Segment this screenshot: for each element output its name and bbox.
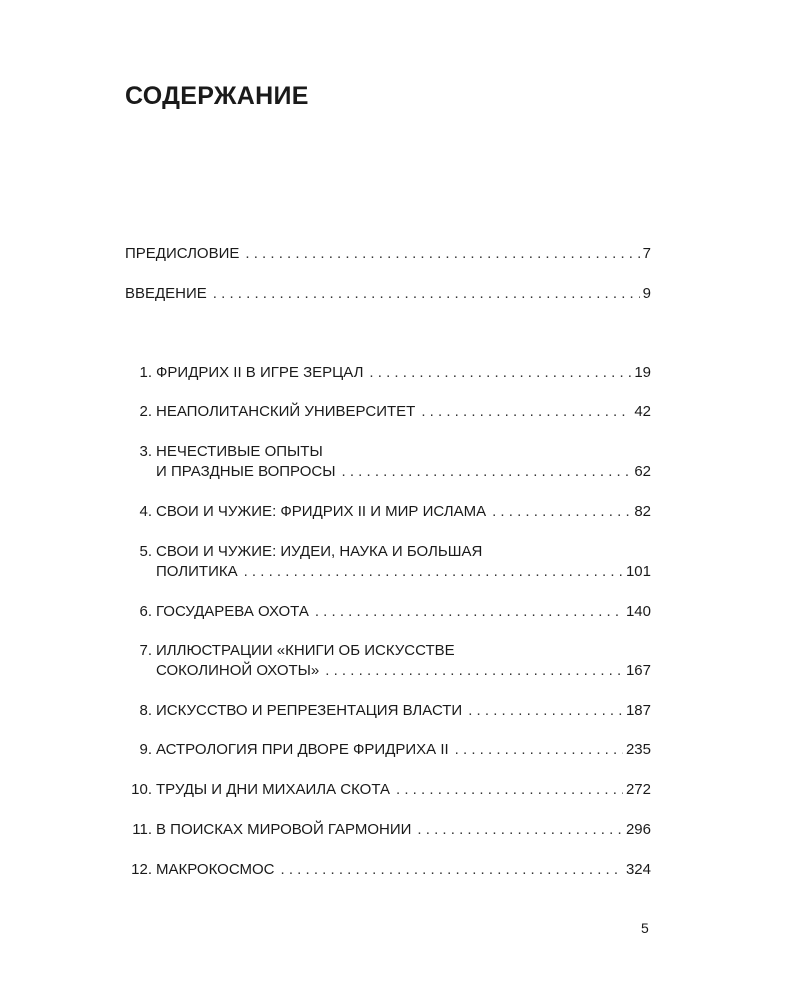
dot-leader bbox=[369, 363, 631, 383]
toc-entry-title: АСТРОЛОГИЯ ПРИ ДВОРЕ ФРИДРИХА II bbox=[156, 741, 449, 758]
dot-leader bbox=[244, 562, 623, 582]
toc-page-number: 82 bbox=[634, 503, 651, 520]
dot-leader bbox=[417, 820, 623, 840]
toc-entry-chapter-8[interactable] bbox=[125, 701, 651, 721]
toc-page-number: 7 bbox=[642, 245, 651, 262]
dot-leader bbox=[421, 402, 631, 422]
dot-leader bbox=[213, 284, 640, 304]
toc-entry-chapter-3[interactable] bbox=[125, 442, 651, 482]
chapter-number: 5. bbox=[139, 543, 152, 560]
toc-entry-chapter-5[interactable] bbox=[125, 542, 651, 582]
chapter-number: 11. bbox=[132, 821, 152, 838]
toc-entry-title: ВВЕДЕНИЕ bbox=[125, 285, 207, 302]
toc-entry-preface[interactable] bbox=[125, 244, 651, 264]
toc-page-number: 19 bbox=[634, 364, 651, 381]
toc-page-number: 62 bbox=[634, 463, 651, 480]
toc-entry-chapter-2[interactable] bbox=[125, 402, 651, 422]
toc-entry-chapter-12[interactable] bbox=[125, 860, 651, 880]
toc-entry-title-continued: СОКОЛИНОЙ ОХОТЫ» bbox=[156, 662, 320, 679]
toc-page-number: 42 bbox=[634, 403, 651, 420]
toc-entry-title: ФРИДРИХ II В ИГРЕ ЗЕРЦАЛ bbox=[156, 364, 364, 381]
toc-entry-chapter-9[interactable] bbox=[125, 740, 651, 760]
chapter-number: 8. bbox=[139, 702, 152, 719]
toc-page-number: 140 bbox=[625, 603, 651, 620]
chapter-number: 12. bbox=[131, 861, 152, 878]
toc-page-number: 235 bbox=[625, 741, 651, 758]
toc-entry-title: МАКРОКОСМОС bbox=[156, 861, 275, 878]
chapter-number: 4. bbox=[139, 503, 152, 520]
toc-entry-introduction[interactable] bbox=[125, 284, 651, 304]
toc-page-number: 9 bbox=[642, 285, 651, 302]
dot-leader bbox=[341, 462, 631, 482]
chapter-number: 1. bbox=[139, 364, 152, 381]
toc-entry-title: ТРУДЫ И ДНИ МИХАИЛА СКОТА bbox=[156, 781, 391, 798]
dot-leader bbox=[245, 244, 639, 264]
toc-entry-title: ИСКУССТВО И РЕПРЕЗЕНТАЦИЯ ВЛАСТИ bbox=[156, 702, 463, 719]
page-title: СОДЕРЖАНИЕ bbox=[125, 82, 309, 110]
toc-page-number: 101 bbox=[625, 563, 651, 580]
toc-page-number: 187 bbox=[625, 702, 651, 719]
toc-entry-title: НЕЧЕСТИВЫЕ ОПЫТЫ bbox=[156, 443, 323, 460]
toc-entry-chapter-7[interactable] bbox=[125, 641, 651, 681]
toc-entry-title: ПРЕДИСЛОВИЕ bbox=[125, 245, 240, 262]
toc-entry-chapter-1[interactable] bbox=[125, 363, 651, 383]
toc-entry-title: В ПОИСКАХ МИРОВОЙ ГАРМОНИИ bbox=[156, 821, 412, 838]
chapter-number: 7. bbox=[139, 642, 152, 659]
chapter-number: 9. bbox=[139, 741, 152, 758]
dot-leader bbox=[315, 602, 623, 622]
toc-page-number: 272 bbox=[625, 781, 651, 798]
toc-page-number: 296 bbox=[625, 821, 651, 838]
toc-entry-chapter-6[interactable] bbox=[125, 602, 651, 622]
chapter-number: 10. bbox=[131, 781, 152, 798]
dot-leader bbox=[396, 780, 623, 800]
dot-leader bbox=[280, 860, 622, 880]
toc-entry-title: НЕАПОЛИТАНСКИЙ УНИВЕРСИТЕТ bbox=[156, 403, 416, 420]
toc-entry-title: ИЛЛЮСТРАЦИИ «КНИГИ ОБ ИСКУССТВЕ bbox=[156, 642, 455, 659]
dot-leader bbox=[468, 701, 623, 721]
toc-entry-title: ГОСУДАРЕВА ОХОТА bbox=[156, 603, 309, 620]
page-number: 5 bbox=[641, 920, 649, 936]
toc-page-number: 167 bbox=[625, 662, 651, 679]
toc-entry-chapter-11[interactable] bbox=[125, 820, 651, 840]
chapter-number: 3. bbox=[139, 443, 152, 460]
dot-leader bbox=[492, 502, 631, 522]
toc-entry-title: СВОИ И ЧУЖИЕ: ФРИДРИХ II И МИР ИСЛАМА bbox=[156, 503, 487, 520]
dot-leader bbox=[455, 740, 623, 760]
chapter-number: 2. bbox=[139, 403, 152, 420]
toc-page-number: 324 bbox=[625, 861, 651, 878]
toc-entry-chapter-10[interactable] bbox=[125, 780, 651, 800]
toc-entry-title-continued: ПОЛИТИКА bbox=[156, 563, 238, 580]
chapter-number: 6. bbox=[139, 603, 152, 620]
toc-entry-chapter-4[interactable] bbox=[125, 502, 651, 522]
toc-entry-title-continued: И ПРАЗДНЫЕ ВОПРОСЫ bbox=[156, 463, 336, 480]
toc-entry-title: СВОИ И ЧУЖИЕ: ИУДЕИ, НАУКА И БОЛЬШАЯ bbox=[156, 543, 483, 560]
dot-leader bbox=[325, 661, 623, 681]
